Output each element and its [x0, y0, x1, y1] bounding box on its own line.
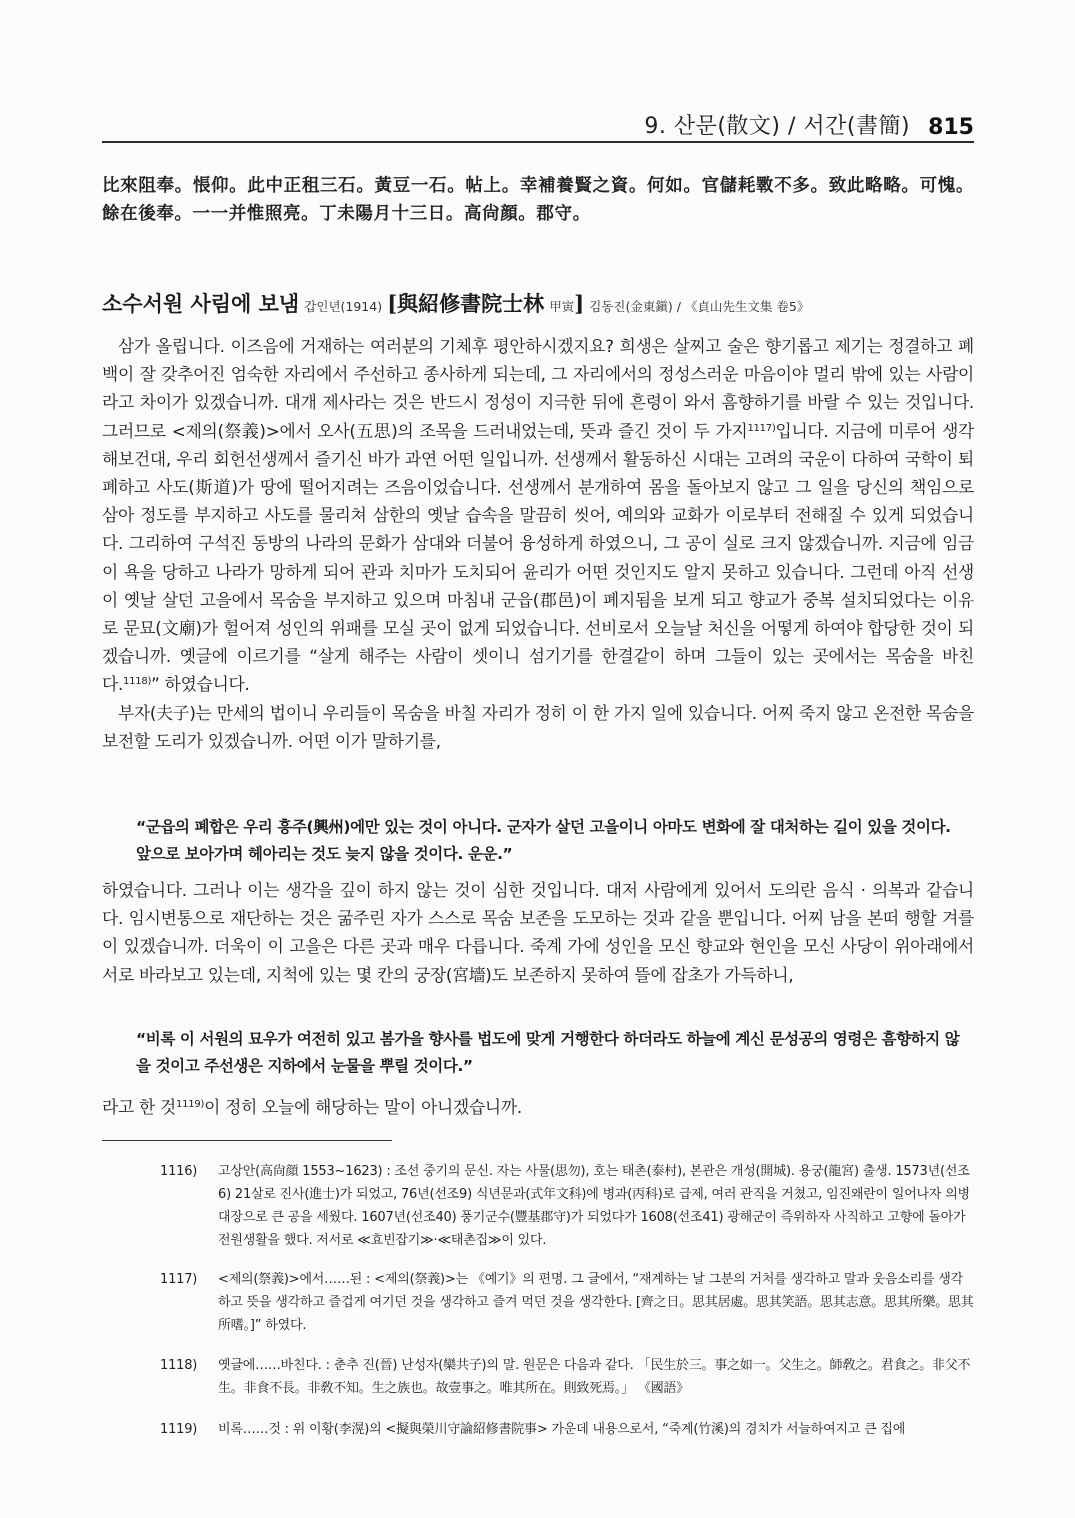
paragraph-4-text: 라고 한 것 [102, 1097, 177, 1117]
running-header [102, 108, 974, 140]
footnote-number: 1117) [160, 1272, 198, 1287]
footnote-text: <제의(祭義)>에서……된 : <제의(祭義)>는 《예기》의 편명. 그 글에서, “재계하는 날 그분의 거처를 생각하고 말과 웃음소리를 생각하고 뜻을 생각하고 즐겁게 여기던 것을 생각하고 즐겨 먹던 것을 생각한다. [齊之日。思其居處。思其笑語。思其志意。思其所樂。思其所嗜。]” 하였다. [218, 1272, 974, 1333]
footnote-ref-1119[interactable]: 1119) [176, 1099, 205, 1110]
main-body-end [102, 1093, 974, 1121]
footnote-number: 1119) [160, 1422, 198, 1437]
footnote-1116 [102, 1160, 974, 1252]
paragraph-1-text: 삼가 올립니다. 이즈음에 거재하는 여러분의 기체후 평안하시겠지요? 희생은 살찌고 술은 향기롭고 제기는 정결하고 폐백이 잘 갖추어진 엄숙한 자리에서 주선하고 종사하게 되는데, 그 자리에서의 정성스러운 마음이야 멀리 밖에 있는 사람이라고 차이가 있겠습니까. 대개 제사라는 것은 반드시 정성이 지극한 뒤에 흔령이 와서 흠향하기를 바랄 수 있는 것입니다. 그러므로 <제의(祭義)>에서 오사(五思)의 조목을 드러내었는데, 뜻과 즐긴 것이 두 가지 [102, 336, 974, 441]
block-quote-2: “비록 이 서원의 묘우가 여전히 있고 봄가을 향사를 법도에 맞게 거행한다 하더라도 하늘에 계신 문성공의 영령은 흠향하지 않을 것이고 주선생은 지하에서 눈물을 뿌릴 것이다.” [136, 1030, 960, 1075]
footnote-1118 [102, 1354, 974, 1400]
paragraph-1-text-end: ” 하였습니다. [151, 674, 250, 695]
section-author-source: 김동진(金東鎭) / 《貞山先生文集 卷5》 [589, 299, 810, 314]
footnote-text: 비록……것 : 위 이황(李滉)의 <擬與榮川守論紹修書院事> 가운데 내용으로서, “죽계(竹溪)의 경치가 서늘하여지고 큰 집에 [218, 1422, 906, 1437]
paragraph-4-text-end: 이 정히 오늘에 해당하는 말이 아니겠습니까. [204, 1097, 522, 1117]
block-quote-1: “군읍의 폐합은 우리 흥주(興州)에만 있는 것이 아니다. 군자가 살던 고을이니 아마도 변화에 잘 대처하는 길이 있을 것이다. 앞으로 보아가며 헤아리는 것도 늦지 않을 것이다. 운운.” [136, 818, 951, 863]
paragraph-2: 부자(夫子)는 만세의 법이니 우리들이 목숨을 바칠 자리가 정히 이 한 가지 일에 있습니다. 어찌 죽지 않고 온전한 목숨을 보전할 도리가 있겠습니까. 어떤 이가 말하기를, [102, 702, 974, 751]
section-title-hanja: [與紹修書院士林 [387, 291, 545, 316]
section-title-korean: 소수서원 사림에 보냄 [102, 292, 300, 316]
paragraph-3: 하였습니다. 그러나 이는 생각을 깊이 하지 않는 것이 심한 것입니다. 대저 사람에게 있어서 도의란 음식 · 의복과 같습니다. 임시변통으로 재단하는 것은 굶주린 자가 스스로 목숨 보존을 도모하는 것과 같을 뿐입니다. 어찌 남을 본떠 행할 겨를이 있겠습니까. 더욱이 이 고을은 다른 곳과 매우 다릅니다. 죽계 가에 성인을 모신 향교와 현인을 모신 사당이 위아래에서 서로 바라보고 있는데, 지척에 있는 몇 칸의 궁장(宮墻)도 보존하지 못하여 뜰에 잡초가 가득하니, [102, 880, 974, 985]
main-body [102, 332, 974, 755]
section-year: 갑인년(1914) [304, 299, 383, 314]
footnote-ref-1118[interactable]: 1118) [123, 676, 152, 688]
header-rule [102, 141, 974, 143]
section-heading [102, 288, 982, 318]
paragraph-1 [102, 332, 974, 699]
chapter-title: 9. 산문(散文) / 서간(書簡) [644, 114, 911, 139]
footnote-text: 고상안(高尙顔 1553~1623) : 조선 중기의 문신. 자는 사물(思勿), 호는 태촌(泰村), 본관은 개성(開城). 용궁(龍宮) 출생. 1573년(선조 6) 21살로 진사(進士)가 되었고, 76년(선조9) 식년문과(式年文科)에 병과(丙科)로 급제, 여러 관직을 거쳤고, 임진왜란이 일어나자 의병대장으로 큰 공을 세웠다. 1607년(선조40) 풍기군수(豐基郡守)가 되었다가 1608(선조41) 광해군이 즉위하자 사직하고 고향에 돌아가 전원생활을 했다. 저서로 ≪효빈잡기≫·≪태촌집≫이 있다. [218, 1164, 970, 1248]
footnote-number: 1116) [160, 1164, 198, 1179]
footnote-rule [102, 1140, 392, 1141]
footnote-1117 [102, 1268, 974, 1337]
paragraph-1-text-cont: 입니다. 지금에 미루어 생각해보건대, 우리 회헌선생께서 즐기신 바가 과연 어떤 일입니까. 선생께서 활동하신 시대는 고려의 국운이 다하여 국학이 퇴폐하고 사도(斯道)가 땅에 떨어지려는 즈음이었습니다. 선생께서 분개하여 몸을 돌아보지 않고 그 일을 당신의 책임으로 삼아 정도를 부지하고 사도를 물리쳐 삼한의 옛날 습속을 말끔히 씻어, 예의와 교화가 이로부터 전해질 수 있게 되었습니다. 그리하여 구석진 동방의 나라의 문화가 삼대와 더불어 융성하게 하였으니, 그 공이 실로 크지 않겠습니까. 지금에 임금이 욕을 당하고 나라가 망하게 되어 관과 치마가 도치되어 윤리가 어떤 것인지도 알지 못하고 있습니다. 그런데 아직 선생이 옛날 살던 고을에서 목숨을 부지하고 있으며 마침내 군읍(郡邑)이 폐지됨을 보게 되고 향교가 중복 설치되었다는 이유로 문묘(文廟)가 헐어져 성인의 위패를 모실 곳이 없게 되었습니다. 선비로서 오늘날 처신을 어떻게 하여야 합당한 것이 되겠습니까. 옛글에 이르기를 “살게 해주는 사람이 셋이니 섬기기를 한결같이 하며 그들이 있는 곳에서는 목숨을 바친다. [102, 420, 975, 695]
section-year-hanja: 甲寅 [549, 299, 575, 314]
footnote-number: 1118) [160, 1358, 198, 1373]
paragraph-4 [102, 1093, 974, 1121]
footnote-text: 옛글에……바친다. : 춘추 진(晉) 난성자(欒共子)의 말. 원문은 다음과 같다. 「民生於三。事之如一。父生之。師敎之。君食之。非父不生。非食不長。非敎不知。生之族也。故壹事之。唯其所在。則致死焉。」 《國語》 [218, 1358, 971, 1396]
footnote-1119 [102, 1418, 974, 1441]
main-body-cont [102, 876, 974, 989]
page-number: 815 [928, 115, 974, 140]
footnote-ref-1117[interactable]: 1117) [747, 422, 776, 434]
hanja-letter-text: 比來阻奉。悵仰。此中正租三石。黃豆一石。帖上。幸補養賢之資。何如。官儲耗斁不多。致此略略。可愧。餘在後奉。一一并惟照亮。丁未陽月十三日。高尙顔。郡守。 [102, 176, 974, 224]
section-bracket: ] [574, 291, 585, 316]
